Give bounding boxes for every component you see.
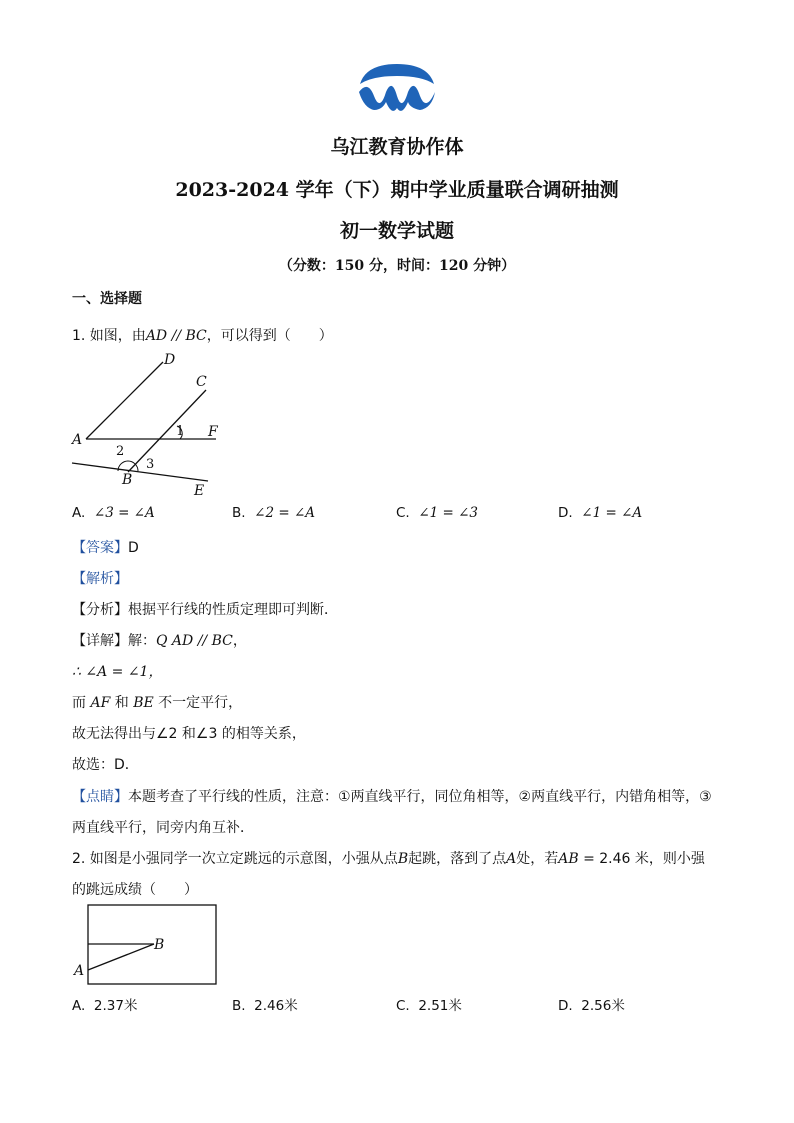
- option-letter: B.: [232, 998, 246, 1014]
- q2-stem: [72, 848, 705, 868]
- option-text: 2.51米: [418, 998, 462, 1014]
- q2-stem-text: 2. 如图是小强同学一次立定跳远的示意图，小强从点: [72, 851, 398, 867]
- analysis-tag: 【解析】: [72, 571, 128, 587]
- q2-option-c[interactable]: [396, 994, 462, 1014]
- q1-label-3: 3: [146, 457, 155, 472]
- q1-stem-text: 1. 如图，由: [72, 328, 146, 344]
- answer-value: D: [128, 540, 139, 556]
- q2-option-d[interactable]: [558, 994, 625, 1014]
- q1-analysis-tag: [72, 568, 128, 588]
- dianjing-text: 本题考查了平行线的性质，注意：①两直线平行，同位角相等，②两直线平行，内错角相等，③: [128, 789, 712, 805]
- exam-info: （分数：150 分，时间：120 分钟）: [278, 258, 516, 274]
- q1-stem-text-2: ，可以得到（ ）: [206, 328, 333, 344]
- option-letter: A.: [72, 998, 86, 1014]
- q1-xiangjie: [72, 630, 247, 650]
- option-letter: D.: [558, 998, 573, 1014]
- q2-label-b: B: [154, 937, 165, 953]
- option-text: ∠2 = ∠A: [254, 505, 316, 521]
- q1-option-d[interactable]: [558, 505, 642, 521]
- fenxi-tag: 【分析】: [72, 602, 128, 618]
- option-letter: D.: [558, 505, 573, 521]
- q2-stem-text-3: 处，若: [516, 851, 559, 867]
- q1-label-d: D: [164, 352, 176, 368]
- option-text: ∠1 = ∠A: [581, 505, 643, 521]
- org-title: 乌江教育协作体: [330, 136, 464, 158]
- step2-text: 而: [72, 695, 91, 711]
- q2-stem-text-4: = 2.46 米，则小强: [578, 851, 705, 867]
- dianjing-tag: 【点睛】: [72, 789, 128, 805]
- q2-stem-math-a: A: [506, 851, 517, 867]
- q1-fenxi: [72, 599, 338, 619]
- q1-option-c[interactable]: [396, 505, 478, 521]
- q1-label-e: E: [194, 483, 205, 499]
- q1-option-b[interactable]: [232, 505, 315, 521]
- q1-option-a[interactable]: [72, 505, 155, 521]
- q2-label-a: A: [74, 963, 85, 979]
- q1-label-f: F: [208, 424, 218, 440]
- q1-step2: [72, 692, 242, 712]
- q2-figure: [70, 902, 222, 988]
- q1-dianjing-cont: 两直线平行，同旁内角互补．: [72, 820, 254, 836]
- step2-math-af: AF: [90, 695, 111, 711]
- option-text: 2.37米: [93, 998, 138, 1014]
- q1-answer: [72, 537, 139, 557]
- xiangjie-tag: 【详解】: [72, 633, 128, 649]
- q1-figure: [66, 350, 236, 500]
- exam-title: 2023-2024 学年（下）期中学业质量联合调研抽测: [175, 179, 619, 201]
- option-letter: A.: [72, 505, 86, 521]
- option-text: 2.56米: [581, 998, 625, 1014]
- q2-option-b[interactable]: [232, 994, 298, 1014]
- q2-stem-math-ab: AB: [558, 851, 579, 867]
- subject-title: 初一数学试题: [339, 220, 454, 242]
- q2-stem-math-b: B: [397, 851, 409, 867]
- option-letter: C.: [396, 505, 410, 521]
- q1-dianjing: [72, 786, 712, 806]
- q2-option-a[interactable]: [72, 994, 137, 1014]
- answer-tag: 【答案】: [72, 540, 128, 556]
- q2-stem-cont: 的跳远成绩（ ）: [72, 882, 198, 898]
- option-letter: B.: [232, 505, 246, 521]
- xiangjie-text: 解：: [128, 633, 156, 649]
- q1-stem: [72, 325, 333, 345]
- q1-label-c: C: [196, 374, 207, 390]
- q1-step4: 故选：D．: [72, 757, 139, 773]
- option-letter: C.: [396, 998, 410, 1014]
- q1-label-1: 1: [176, 424, 185, 439]
- step2-math-be: BE: [133, 695, 154, 711]
- q1-step1: ∴ ∠A = ∠1，: [72, 664, 163, 680]
- option-text: ∠1 = ∠3: [418, 505, 479, 521]
- option-text: ∠3 = ∠A: [93, 505, 155, 521]
- xiangjie-text-2: ，: [232, 633, 247, 649]
- q1-stem-math: AD // BC: [145, 328, 207, 344]
- q1-step3: 故无法得出与∠2 和∠3 的相等关系，: [72, 726, 306, 742]
- q1-label-b: B: [122, 472, 133, 488]
- q1-label-2: 2: [116, 444, 125, 459]
- fenxi-text: 根据平行线的性质定理即可判断．: [128, 602, 338, 618]
- q1-label-a: A: [72, 432, 83, 448]
- xiangjie-math: Q AD // BC: [156, 633, 233, 649]
- logo-icon: [356, 62, 438, 118]
- step2-text-3: 不一定平行，: [153, 695, 243, 711]
- step2-text-2: 和: [110, 695, 134, 711]
- option-text: 2.46米: [254, 998, 298, 1014]
- q2-stem-text-2: 起跳，落到了点: [408, 851, 507, 867]
- section-heading: 一、选择题: [72, 291, 142, 307]
